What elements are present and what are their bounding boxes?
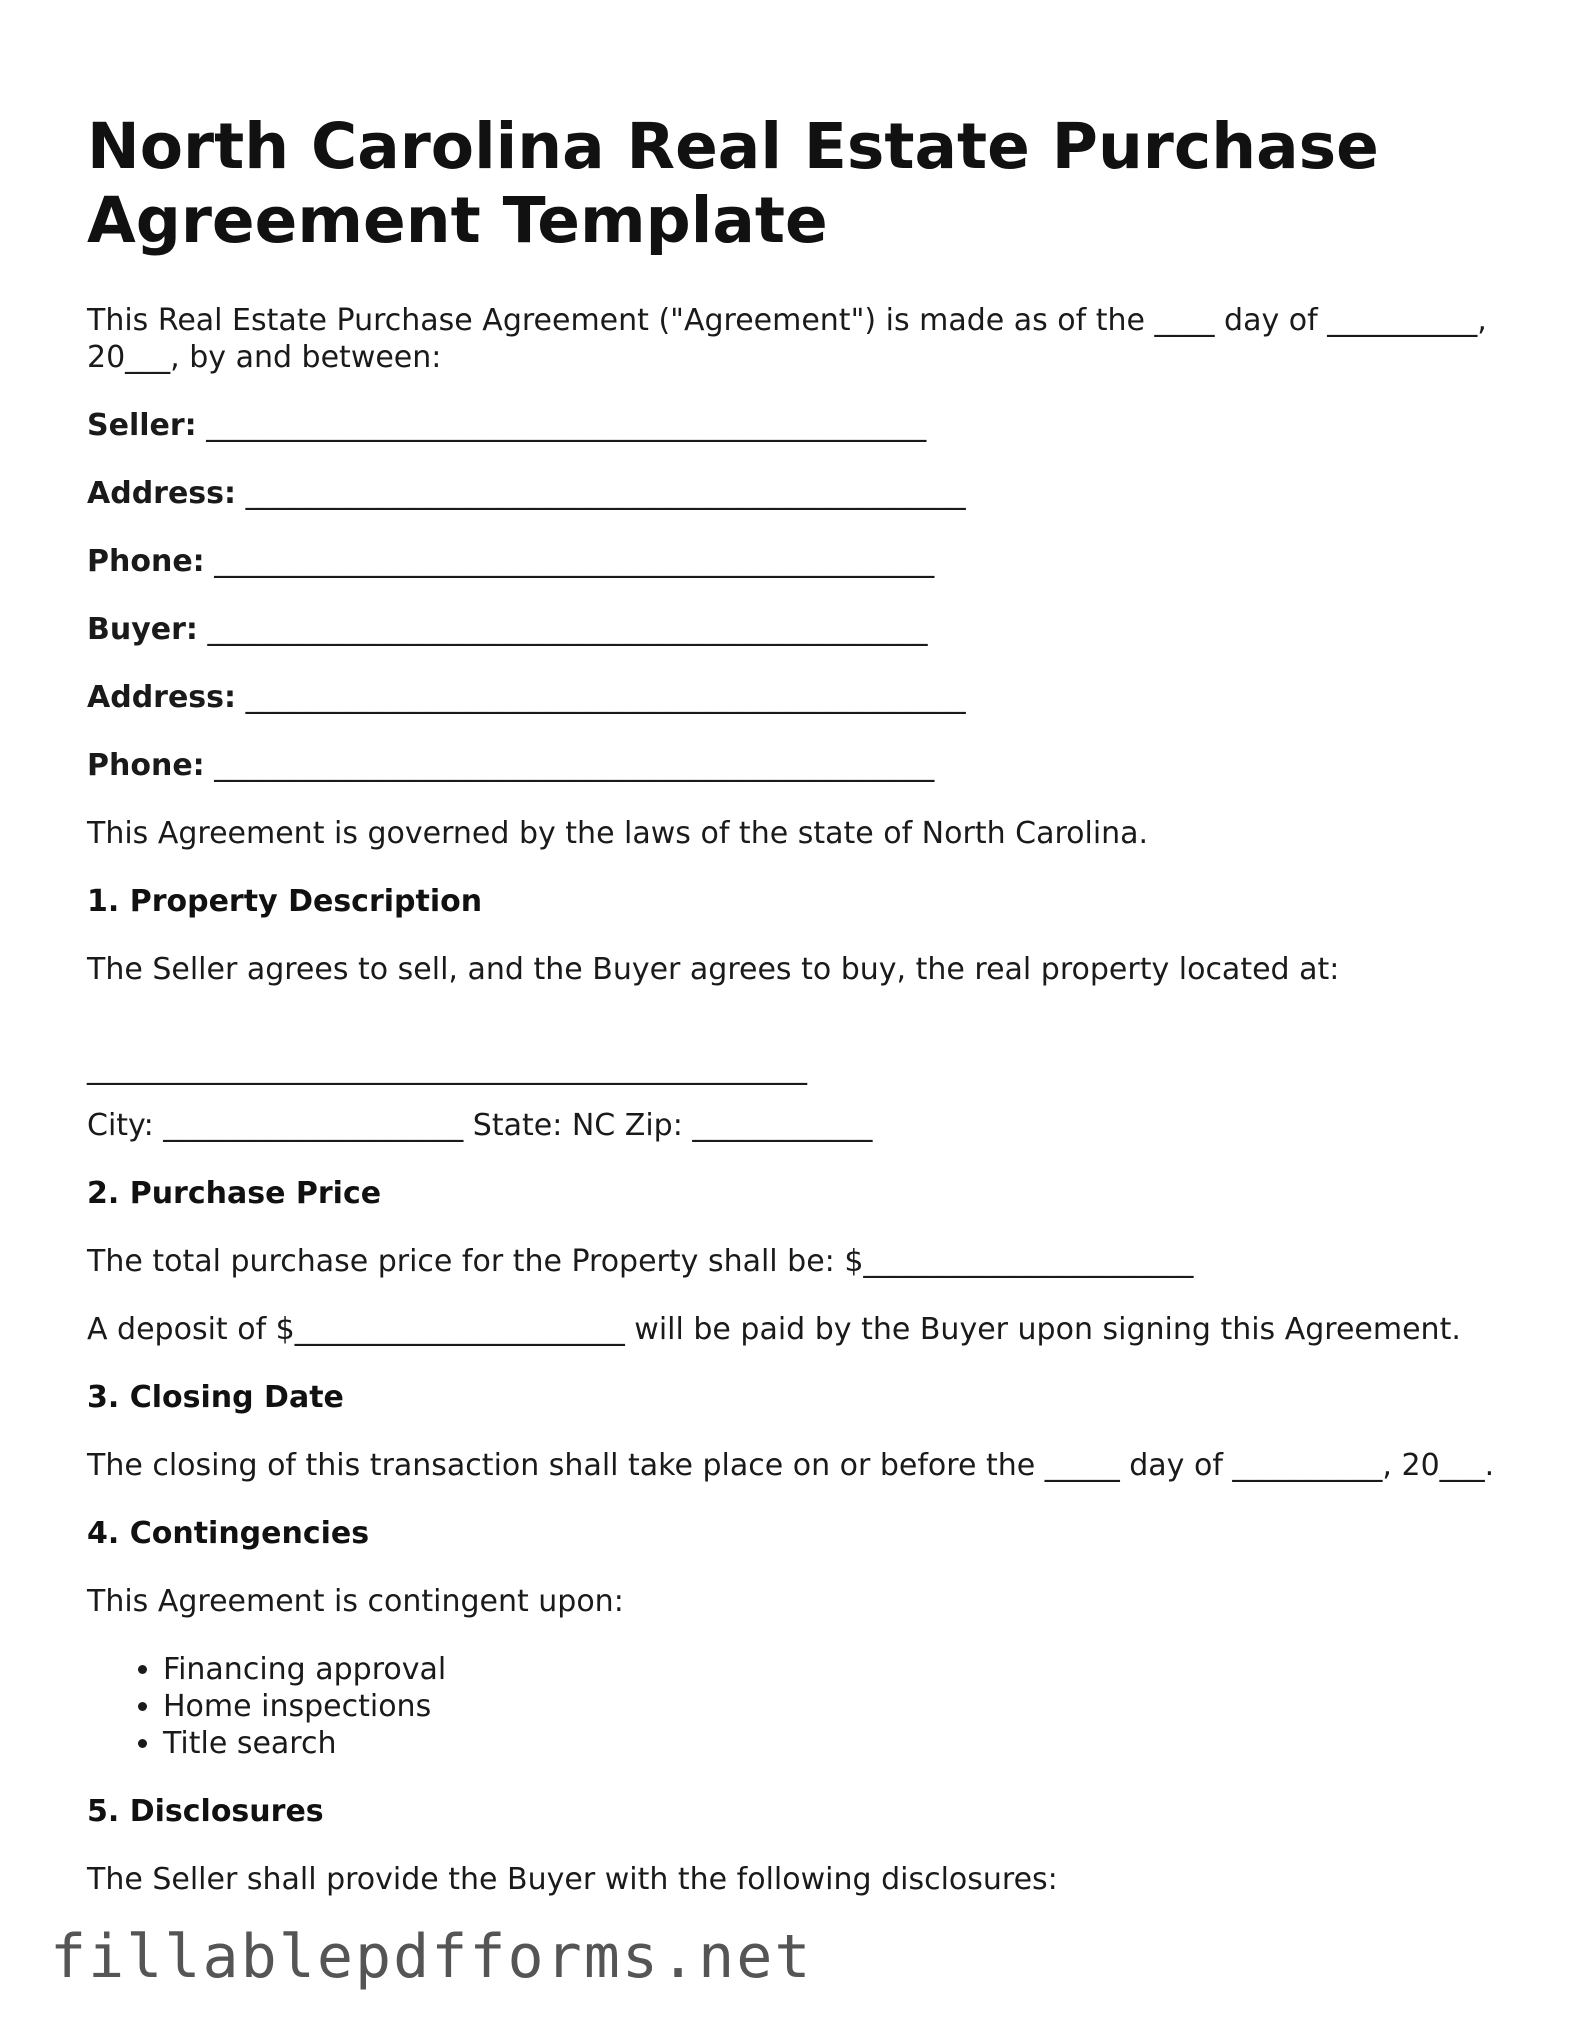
intro-paragraph: This Real Estate Purchase Agreement ("Agreement") is made as of the ____ day of __________, 20___, by and between:: [87, 303, 1487, 375]
deposit-line: A deposit of $______________________ will be paid by the Buyer upon signing this Agreement.: [87, 1312, 1461, 1347]
buyer-phone-label: Phone:: [87, 748, 205, 783]
page-title: [87, 110, 1507, 258]
title-line-1: North Carolina Real Estate Purchase: [87, 110, 1379, 183]
section-4-heading: 4. Contingencies: [87, 1516, 370, 1551]
buyer-address-label: Address:: [87, 680, 237, 715]
city-state-zip-line: City: ____________________ State: NC Zip: ____________: [87, 1108, 873, 1143]
seller-field: [87, 407, 1507, 444]
list-item: • Title search: [163, 1725, 1507, 1762]
document-page: [87, 110, 1507, 1929]
section-5-heading: 5. Disclosures: [87, 1794, 324, 1829]
seller-label: Seller:: [87, 408, 197, 443]
contingencies-list: [87, 1651, 1507, 1762]
buyer-address-field: [87, 679, 1507, 716]
title-line-2: Agreement Template: [87, 184, 828, 257]
buyer-blank: ________________________________________________: [207, 612, 928, 647]
section-3-heading: 3. Closing Date: [87, 1380, 344, 1415]
disclosures-text: The Seller shall provide the Buyer with the following disclosures:: [87, 1862, 1058, 1897]
buyer-phone-blank: ________________________________________________: [214, 748, 935, 783]
seller-phone-field: [87, 543, 1507, 580]
buyer-label: Buyer:: [87, 612, 198, 647]
property-address-blank: ________________________________________________: [87, 1051, 807, 1086]
list-item: • Home inspections: [163, 1688, 1507, 1725]
section-1-heading: 1. Property Description: [87, 884, 483, 919]
seller-phone-label: Phone:: [87, 544, 205, 579]
buyer-field: [87, 611, 1507, 648]
purchase-price-line: The total purchase price for the Property shall be: $______________________: [87, 1244, 1194, 1279]
section-2-heading: 2. Purchase Price: [87, 1176, 382, 1211]
governing-law-text: This Agreement is governed by the laws of the state of North Carolina.: [87, 816, 1149, 851]
seller-address-blank: ________________________________________________: [245, 476, 966, 511]
buyer-phone-field: [87, 747, 1507, 784]
seller-phone-blank: ________________________________________________: [214, 544, 935, 579]
seller-address-field: [87, 475, 1507, 512]
watermark: fillablepdfforms.net: [50, 1922, 813, 1992]
contingencies-text: This Agreement is contingent upon:: [87, 1584, 624, 1619]
seller-address-label: Address:: [87, 476, 237, 511]
list-item: • Financing approval: [163, 1651, 1507, 1688]
closing-date-text: The closing of this transaction shall take place on or before the _____ day of __________, 20___.: [87, 1448, 1495, 1483]
buyer-address-blank: ________________________________________________: [245, 680, 966, 715]
section-1-text: The Seller agrees to sell, and the Buyer agrees to buy, the real property located at:: [87, 952, 1340, 987]
seller-blank: ________________________________________________: [206, 408, 927, 443]
